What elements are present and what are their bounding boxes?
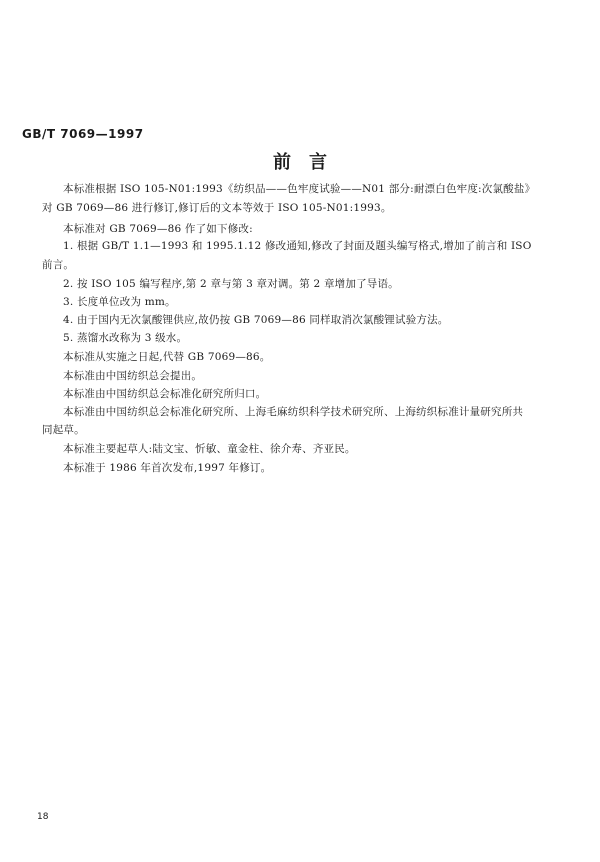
paragraph-line: 本标准由中国纺织总会标准化研究所归口。	[63, 388, 267, 400]
paragraph-line: 本标准主要起草人:陆文宝、忻敏、童金柱、徐介寿、齐亚民。	[63, 443, 356, 455]
paragraph-line: 本标准由中国纺织总会标准化研究所、上海毛麻纺织科学技术研究所、上海纺织标准计量研究所共	[63, 406, 524, 418]
standard-code: GB/T 7069—1997	[22, 127, 144, 141]
paragraph-line: 5. 蒸馏水改称为 3 级水。	[63, 332, 188, 344]
page-number: 18	[37, 812, 49, 822]
paragraph-line: 对 GB 7069—86 进行修订,修订后的文本等效于 ISO 105-N01:1993。	[42, 202, 392, 214]
paragraph-line: 本标准根据 ISO 105-N01:1993《纺织品——色牢度试验——N01 部分:耐漂白色牢度:次氯酸盐》	[63, 183, 536, 195]
paragraph-line: 前言。	[42, 259, 75, 271]
page-title: 前 言	[273, 152, 327, 173]
paragraph-line: 本标准从实施之日起,代替 GB 7069—86。	[63, 351, 271, 363]
paragraph-line: 同起草。	[42, 424, 85, 436]
paragraph-line: 3. 长度单位改为 mm。	[63, 296, 176, 308]
paragraph-line: 2. 按 ISO 105 编写程序,第 2 章与第 3 章对调。第 2 章增加了导语。	[63, 278, 399, 290]
paragraph-line: 本标准于 1986 年首次发布,1997 年修订。	[63, 462, 272, 474]
paragraph-line: 4. 由于国内无次氯酸锂供应,故仍按 GB 7069—86 同样取消次氯酸锂试验方法。	[63, 314, 449, 326]
paragraph-line: 本标准由中国纺织总会提出。	[63, 370, 203, 382]
paragraph-line: 1. 根据 GB/T 1.1—1993 和 1995.1.12 修改通知,修改了封面及题头编写格式,增加了前言和 ISO	[63, 240, 532, 252]
paragraph-line: 本标准对 GB 7069—86 作了如下修改:	[63, 223, 253, 235]
